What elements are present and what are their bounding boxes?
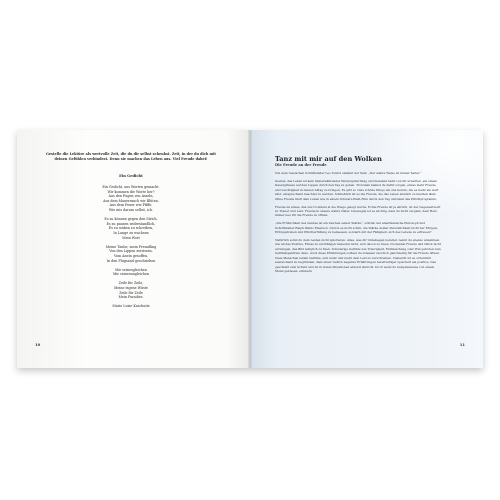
poem-stanza xyxy=(41,281,221,299)
poem-line: Von den Lippen zerrissen, xyxy=(109,249,153,254)
poem-line: Es zu pausen widerstandlich, xyxy=(106,221,156,226)
book-spread xyxy=(17,130,483,368)
poem-line: Wie mir darum selbst, ich. xyxy=(108,207,154,212)
poem-line: Meine Taube, mein Fremdling xyxy=(105,244,157,249)
poem-line: Aus den Fugen von Asseln, xyxy=(108,194,154,199)
poem-line: Aus dem Mauerrauch wir Blüten, xyxy=(103,198,159,203)
poem-line: Mir seinesungleichen xyxy=(113,272,149,277)
poem-line: Mein Paradies. xyxy=(118,295,144,300)
intro-text: Gestelle die Lektüre als wertvolle Zeit, die du dir selbst schenkst. Zeit, in der du dich mit deinen Gefühlen verbindest. Denn sie machen das Leben aus. Viel Freude dabei! xyxy=(45,152,216,161)
poem-stanza xyxy=(41,245,221,263)
right-page xyxy=(250,130,483,368)
poem-line: Es zu können gegen den Strich, xyxy=(104,217,158,222)
paragraph: Freude ist etwas, das uns trotzdem in die Wiege gelegt wurde. Echte Freude ist ja ehrlich, ist der Gegenentwurf zu Trauer und Leid. Freude in unsere wahre Natur. Deswegen ist es wichtig, dass du nicht vergisst, dein Herz immer neu für die Freude zu öffnen. xyxy=(275,204,441,218)
chapter-heading: Tanz mit mir auf den Wolken xyxy=(275,155,382,163)
poem-line: Zeile für Zeile, xyxy=(118,281,144,286)
paragraph: „Die Fröhlichkeit des Geistes ist ein Zeichen seiner Stärke“, schrieb der amerikanische Philosoph und Schriftsteller Ralph Waldo Emerson. Und in es nicht schön, die Stärke deiner Persönlichkeit nicht nur Ehrgeiz, Erfolgsstreben und Pflichterfüllung zu bemessen, sondern mit der Fähigkeit, sich des Lebens zu erfreuen? xyxy=(275,221,438,235)
page-number-right: 11 xyxy=(459,342,465,347)
poem-line: Ein Gedicht, aus Worten gemacht. xyxy=(102,185,160,189)
poem xyxy=(41,185,221,309)
poem-line: Aus dem Feuer wie Pfiffe, xyxy=(109,203,153,208)
paragraph: Natürlich sollst du dein Leiden nicht ignorieren. Alles, was dir Unbehagen bereitet, nennt du ebenso annehmen wie all das Positive. Etwas zu verdrängen bedeutet nicht, sich davon zu lösen. Du kannst Freude und Glück nicht erzwingen, das Bild lediglich zu fixen. Schwierige Gefühle wie Traurigkeit, Enttäuschung oder Wut gehören zum Gefühlsspektrum dazu. Auch diese Erfahrungen solltest du zulassen und dich gleichzeitig für die Freude öffnen. Viele Menschen leiden Gefühle, sich mehr und mehr dem Leid zu verschreiben. Vielleicht ist es ordentlich ausreichend zu begründen, dass unser Gehirn negative Erfahrungen bereitwilliger speichert als positive. Das geschieht zum Schutz und ist in vielen Situationen absolut sinnvoll. Doch wenn du beispielsweise von einem Mund gebissen, erinnern xyxy=(275,238,442,274)
page-number-left: 10 xyxy=(35,342,41,347)
poem-line: In Lange zu wachsen xyxy=(113,230,149,235)
poem-line: Mir seinesgleichen xyxy=(115,267,147,272)
paragraph: Von dem russischen Schriftsteller Leo Tolstoi stammt der Satz: „Der wahre Weise ist immer heiter.“ xyxy=(275,171,422,175)
poem-line: Wir kommen die Worte her? xyxy=(107,189,155,194)
body-text xyxy=(275,171,441,277)
poem-stanza xyxy=(41,268,221,277)
book-gutter xyxy=(248,130,252,368)
poem-line: Meine eigene Wüste xyxy=(113,286,149,291)
poem-stanza xyxy=(41,217,221,240)
poem-line: Zeile für Zeile xyxy=(119,290,143,295)
left-page xyxy=(17,130,250,368)
chapter-subheading: Die Freude an der Freude xyxy=(275,163,327,167)
poem-title: Ein Gedicht xyxy=(119,174,143,178)
poem-stanza xyxy=(41,185,221,213)
poem-line: Mein Wort xyxy=(122,235,140,240)
poem-line: Es zu sinken zu schreiben, xyxy=(108,226,154,231)
paragraph: Gewiss, das Leben ist kein immerwährender Kindergeburtstag und niemand kann von dir erwarten, am einem Dauergrinsen auf den Lippen durch den Tag zu gehen. Trotzdem kannst du dafür sorgen, etwas mehr Freude und Leichtigkeit in deinen Alltag zu bringen. Es gibt so viele schöne Dinge um uns herum, die es mehr als wert sind, entsprechend beachtet zu werden. Schließlich ist es die Freude, die das Leben sinnlich zu machen lässt. Ohne Freude läuft dein Leben wie in einem Schwarz-Weiß-Film durch den Tag und lässt das Pflichtprogramm. xyxy=(275,178,439,201)
poem-author: Marie Luise Kaschnitz xyxy=(112,304,150,309)
poem-line: Vom Anein gesoffen, xyxy=(113,253,149,258)
poem-line: In den Flugsand geschrieben xyxy=(106,258,156,263)
